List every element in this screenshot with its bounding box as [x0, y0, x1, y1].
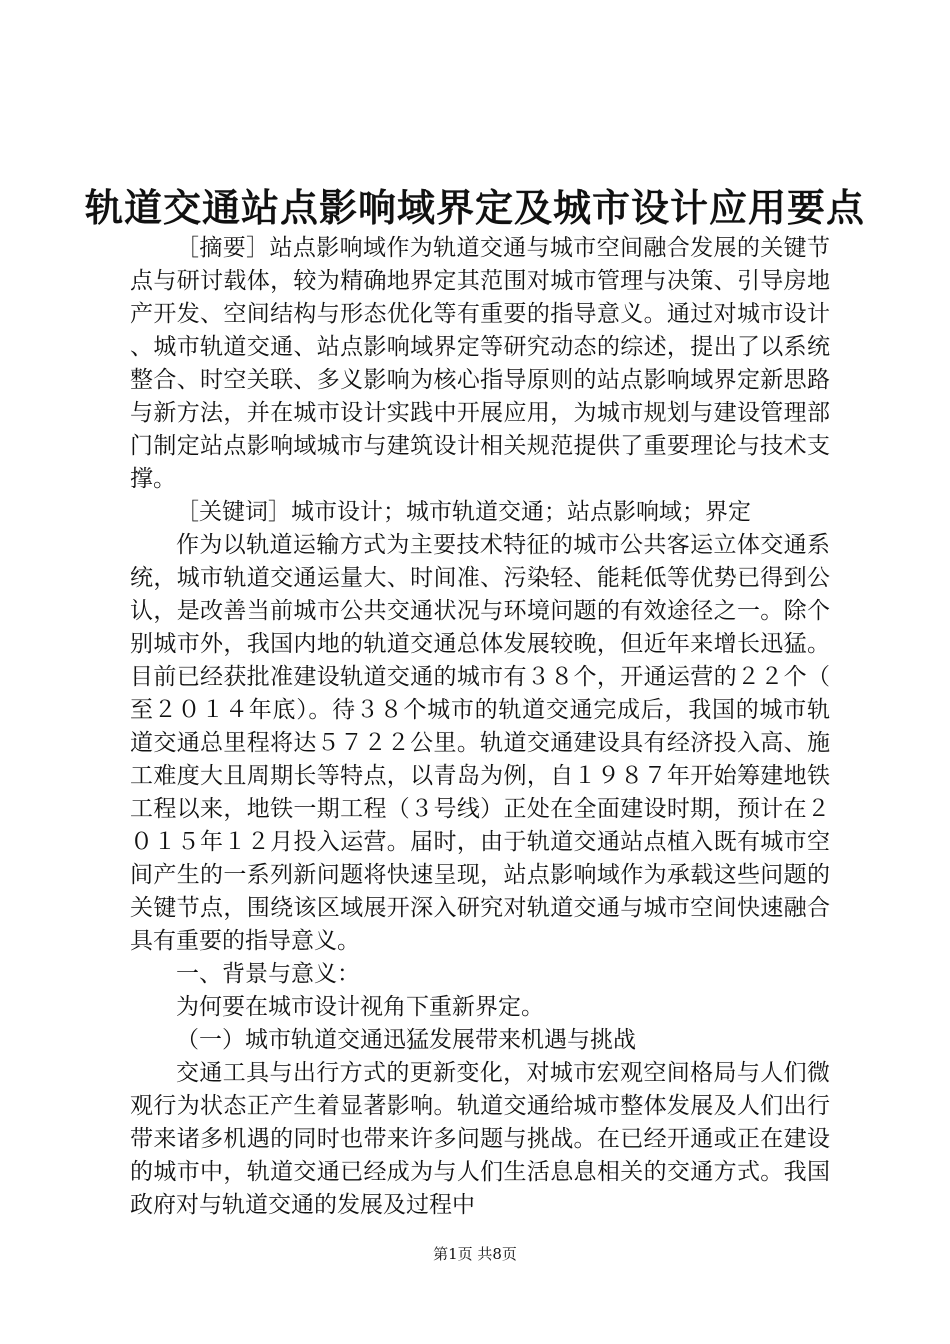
section-subtitle: 为何要在城市设计视角下重新界定。 [176, 994, 544, 1020]
body-paragraph: 交通工具与出行方式的更新变化，对城市宏观空间格局与人们微观行为状态正产生着显著影响。轨道交通给城市整体发展及人们出行带来诸多机遇的同时也带来许多问题与挑战。在已经开通或正在建设的城市中，轨道交通已经成为与人们生活息息相关的交通方式。我国政府对与轨道交通的发展及过程中 [130, 1060, 830, 1218]
document-title: 轨道交通站点影响域界定及城市设计应用要点 [84, 185, 865, 230]
abstract-paragraph: ［摘要］站点影响域作为轨道交通与城市空间融合发展的关键节点与研讨载体，较为精确地界定其范围对城市管理与决策、引导房地产开发、空间结构与形态优化等有重要的指导意义。通过对城市设计、城市轨道交通、站点影响域界定等研究动态的综述，提出了以系统整合、时空关联、多义影响为核心指导原则的站点影响域界定新思路与新方法，并在城市设计实践中开展应用，为城市规划与建设管理部门制定站点影响域城市与建筑设计相关规范提供了重要理论与技术支撑。 [130, 235, 830, 492]
keywords-paragraph: ［关键词］城市设计；城市轨道交通；站点影响域；界定 [176, 499, 751, 525]
page-footer: 第1页 共8页 [433, 1245, 517, 1263]
document-body [130, 232, 830, 1222]
intro-paragraph: 作为以轨道运输方式为主要技术特征的城市公共客运立体交通系统，城市轨道交通运量大、时间准、污染轻、能耗低等优势已得到公认，是改善当前城市公共交通状况与环境问题的有效途径之一。除个别城市外，我国内地的轨道交通总体发展较晚，但近年来增长迅猛。目前已经获批准建设轨道交通的城市有３８个，开通运营的２２个（至２０１４年底）。待３８个城市的轨道交通完成后，我国的城市轨道交通总里程将达５７２２公里。轨道交通建设具有经济投入高、施工难度大且周期长等特点，以青岛为例，自１９８７年开始筹建地铁工程以来，地铁一期工程（３号线）正处在全面建设时期，预计在２０１５年１２月投入运营。届时，由于轨道交通站点植入既有城市空间产生的一系列新问题将快速呈现，站点影响域作为承载这些问题的关键节点，围绕该区域展开深入研究对轨道交通与城市空间快速融合具有重要的指导意义。 [130, 532, 830, 954]
subsection-heading-1: （一）城市轨道交通迅猛发展带来机遇与挑战 [176, 1027, 636, 1053]
section-heading-1: 一、背景与意义： [176, 961, 360, 987]
